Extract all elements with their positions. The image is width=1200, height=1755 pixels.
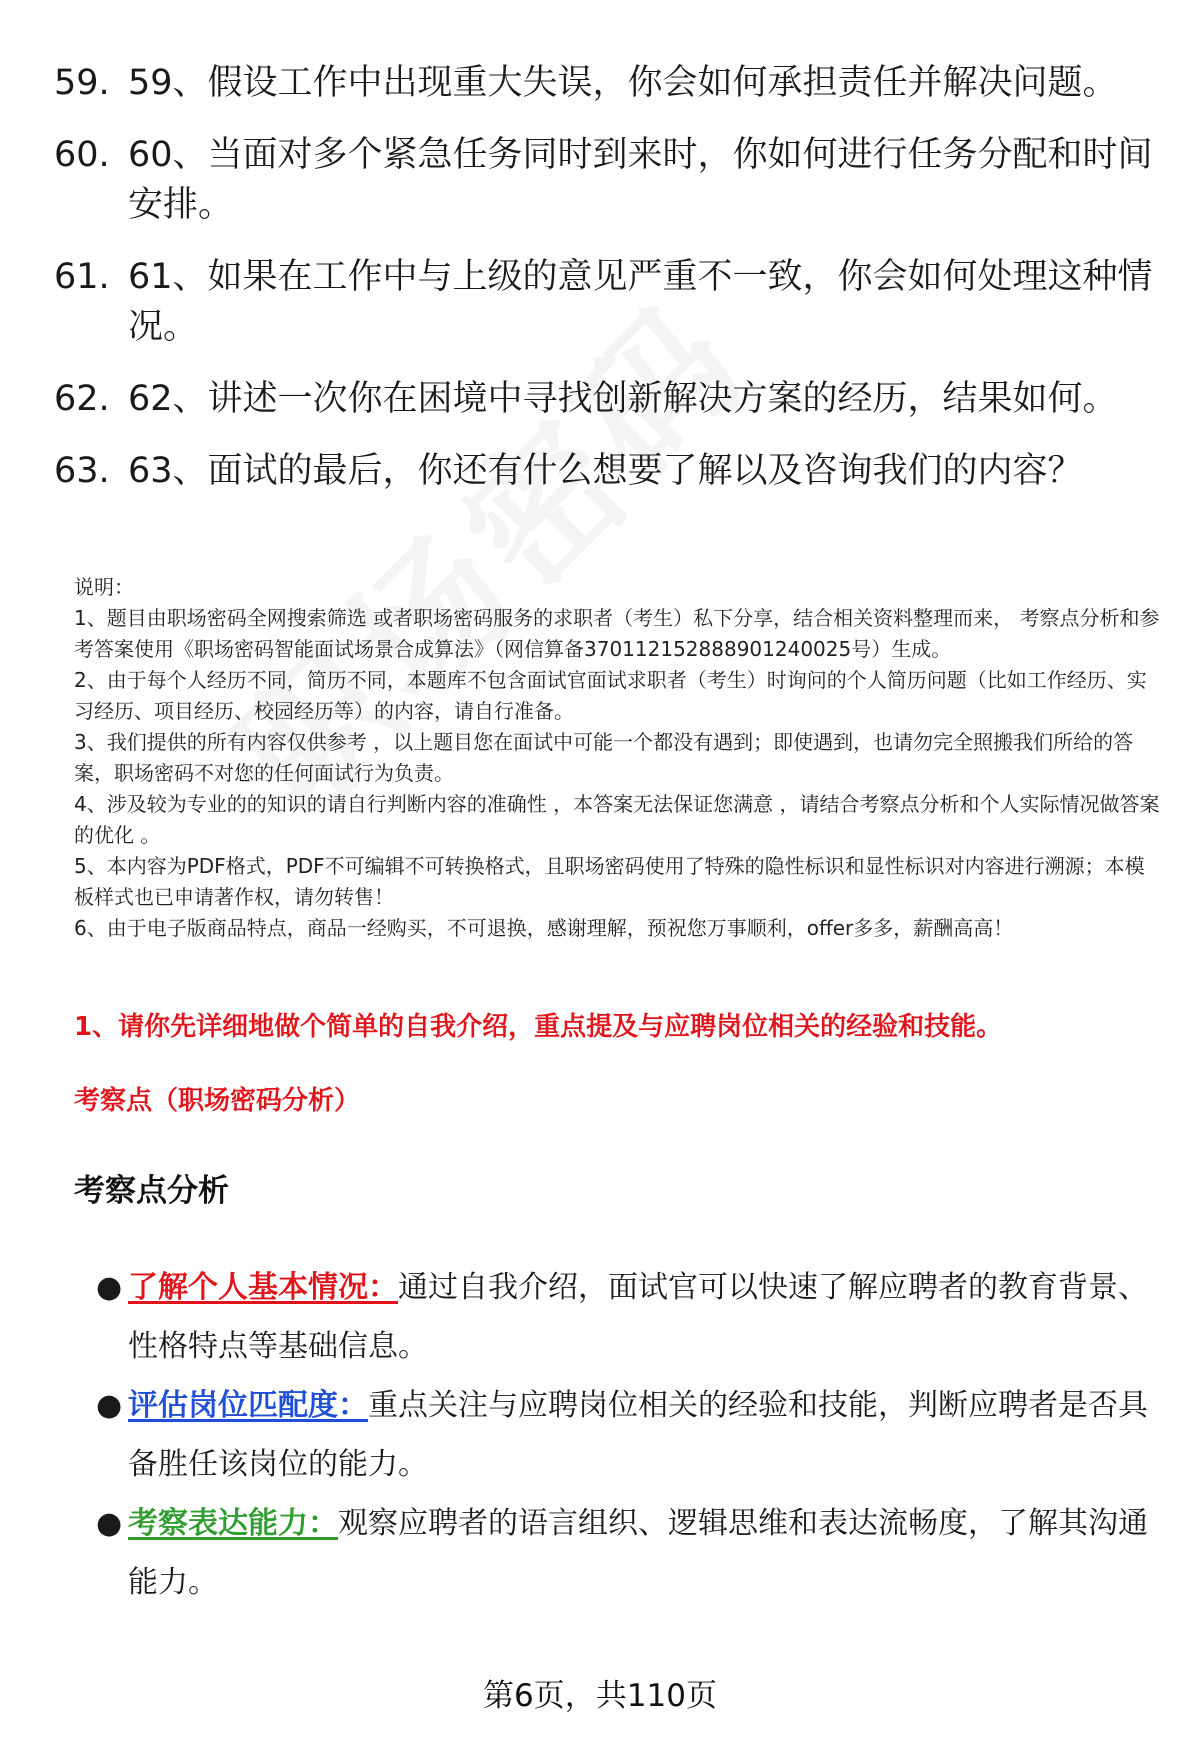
question-text: 62、讲述一次你在困境中寻找创新解决方案的经历，结果如何。 xyxy=(128,379,1118,419)
question-text: 60、当面对多个紧急任务同时到来时，你如何进行任务分配和时间安排。 xyxy=(128,135,1153,225)
bullet-icon: ● xyxy=(96,1270,123,1305)
bullet-label: 评估岗位匹配度： xyxy=(128,1388,368,1423)
list-item xyxy=(96,1494,1156,1612)
notes-item: 6、由于电子版商品特点，商品一经购买，不可退换，感谢理解，预祝您万事顺利，offer多多，薪酬高高！ xyxy=(74,916,1014,940)
question-item xyxy=(54,58,1164,108)
bullet-icon: ● xyxy=(96,1506,123,1541)
question-text: 59、假设工作中出现重大失误，你会如何承担责任并解决问题。 xyxy=(128,63,1118,103)
question-number: 62. xyxy=(54,379,110,419)
bullet-label: 了解个人基本情况： xyxy=(128,1270,398,1305)
question-item xyxy=(54,446,1164,496)
question-item xyxy=(54,252,1164,352)
question-number: 59. xyxy=(54,63,110,103)
bullet-text: 重点关注与应聘岗位相关的经验和技能，判断应聘者是否具备胜任该岗位的能力。 xyxy=(128,1388,1148,1482)
bullet-icon: ● xyxy=(96,1388,123,1423)
bullet-text: 观察应聘者的语言组织、逻辑思维和表达流畅度，了解其沟通能力。 xyxy=(128,1506,1148,1600)
page-footer: 第6页，共110页 xyxy=(483,1678,717,1714)
bullet-label: 考察表达能力： xyxy=(128,1506,338,1541)
section-heading: 考察点分析 xyxy=(74,1173,229,1209)
question-item xyxy=(54,374,1164,424)
list-item xyxy=(96,1376,1156,1494)
question-number: 61. xyxy=(54,257,110,297)
notes-item: 2、由于每个人经历不同，简历不同，本题库不包含面试官面试求职者（考生）时询问的个人简历问题（比如工作经历、实习经历、项目经历、校园经历等）的内容，请自行准备。 xyxy=(74,668,1147,723)
question-text: 63、面试的最后，你还有什么想要了解以及咨询我们的内容？ xyxy=(128,451,1083,491)
notes-item: 5、本内容为PDF格式，PDF不可编辑不可转换格式，且职场密码使用了特殊的隐性标识和显性标识对内容进行溯源；本模板样式也已申请著作权，请勿转售！ xyxy=(74,854,1145,909)
question-1-title: 1、请你先详细地做个简单的自我介绍，重点提及与应聘岗位相关的经验和技能。 xyxy=(74,1012,1003,1042)
question-number: 60. xyxy=(54,135,110,175)
analysis-subtitle: 考察点（职场密码分析） xyxy=(74,1086,361,1116)
question-text: 61、如果在工作中与上级的意见严重不一致，你会如何处理这种情况。 xyxy=(128,257,1153,347)
bullet-text: 通过自我介绍，面试官可以快速了解应聘者的教育背景、性格特点等基础信息。 xyxy=(128,1270,1148,1364)
notes-item: 3、我们提供的所有内容仅供参考 ，以上题目您在面试中可能一个都没有遇到；即使遇到，也请勿完全照搬我们所给的答案，职场密码不对您的任何面试行为负责。 xyxy=(74,730,1134,785)
question-item xyxy=(54,130,1164,230)
question-number: 63. xyxy=(54,451,110,491)
list-item xyxy=(96,1258,1156,1376)
question-list xyxy=(54,58,1164,518)
notes-item: 4、涉及较为专业的的知识的请自行判断内容的准确性 ，本答案无法保证您满意 ，请结合考察点分析和个人实际情况做答案的优化 。 xyxy=(74,792,1160,847)
notes-heading: 说明： xyxy=(74,575,134,599)
analysis-list xyxy=(96,1258,1156,1612)
notes-block xyxy=(74,572,1164,944)
notes-item: 1、题目由职场密码全网搜索筛选 或者职场密码服务的求职者（考生）私下分享，结合相关资料整理而来， 考察点分析和参考答案使用《职场密码智能面试场景合成算法》（网信算备370112152888901240025号）生成。 xyxy=(74,606,1160,661)
